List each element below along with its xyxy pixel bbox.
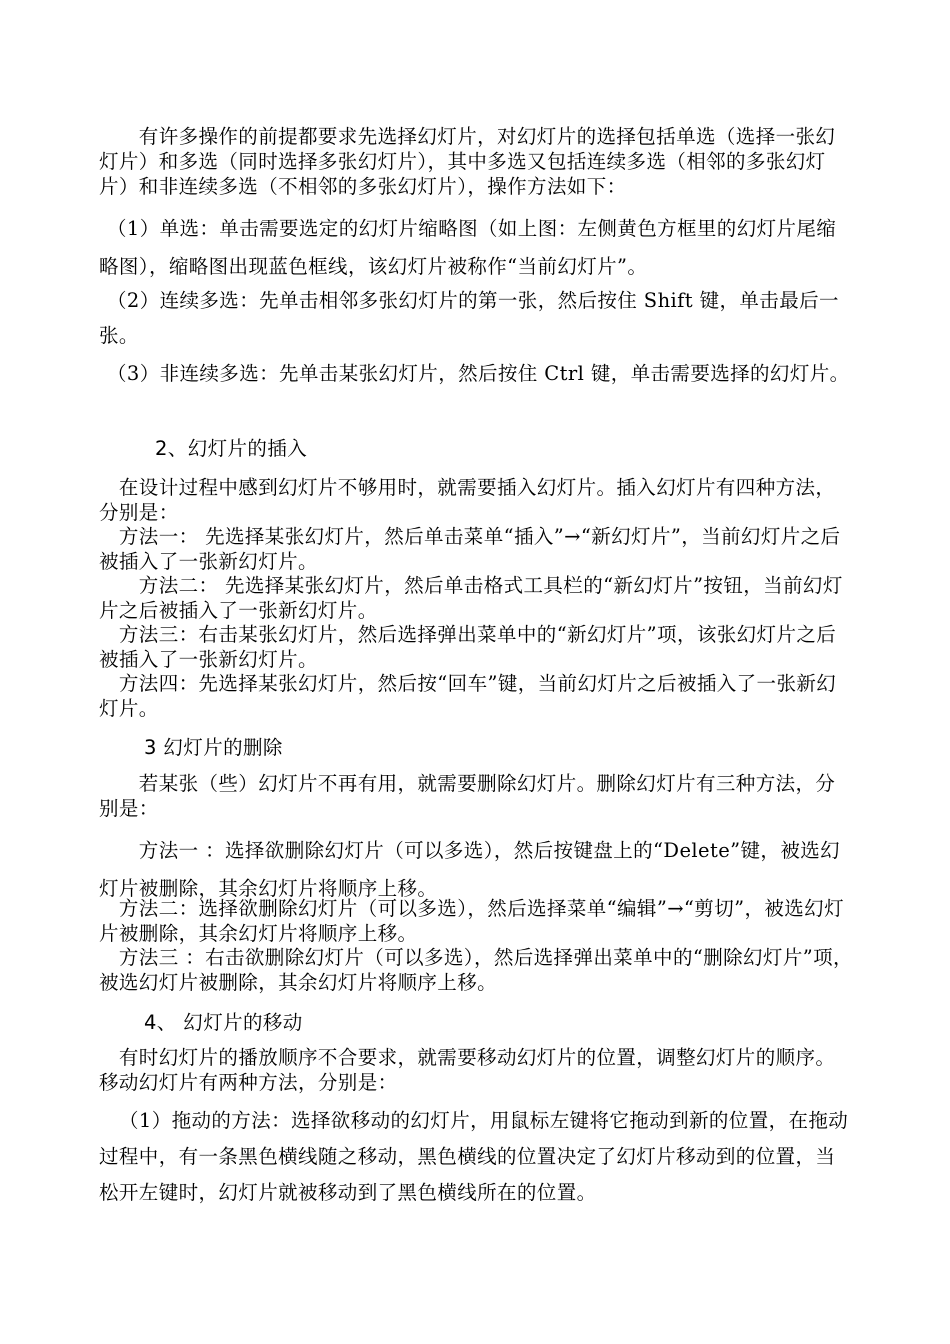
section-heading-delete: 3 幻灯片的删除: [144, 736, 283, 759]
move-drag-method: （1）拖动的方法：选择欲移动的幻灯片，用鼠标左键将它拖动到新的位置，在拖动过程中，有一条黑色横线随之移动，黑色横线的位置决定了幻灯片移动到的位置，当松开左键时，幻灯片就被移动到了黑色横线所在的位置。: [99, 1109, 849, 1204]
insert-intro-paragraph: 在设计过程中感到幻灯片不够用时，就需要插入幻灯片。插入幻灯片有四种方法，分别是：: [99, 476, 836, 524]
insert-method-2: 方法二： 先选择某张幻灯片，然后单击格式工具栏的“新幻灯片”按钮，当前幻灯片之后被插入了一张新幻灯片。: [99, 574, 843, 622]
section-heading-move: 4、 幻灯片的移动: [144, 1011, 303, 1034]
delete-method-1: 方法一 ：选择欲删除幻灯片（可以多选），然后按键盘上的“Delete”键，被选幻灯片被删除，其余幻灯片将顺序上移。: [99, 839, 841, 900]
insert-method-1: 方法一： 先选择某张幻灯片，然后单击菜单“插入”→“新幻灯片”，当前幻灯片之后被插入了一张新幻灯片。: [99, 525, 841, 573]
single-select-paragraph: （1）单选：单击需要选定的幻灯片缩略图（如上图：左侧黄色方框里的幻灯片尾缩略图），缩略图出现蓝色框线，该幻灯片被称作“当前幻灯片”。: [99, 217, 837, 278]
continuous-select-paragraph: （2）连续多选：先单击相邻多张幻灯片的第一张，然后按住 Shift 键，单击最后一张。: [99, 289, 839, 347]
noncontinuous-select-paragraph: （3）非连续多选：先单击某张幻灯片，然后按住 Ctrl 键，单击需要选择的幻灯片。: [107, 362, 850, 385]
intro-paragraph: 有许多操作的前提都要求先选择幻灯片，对幻灯片的选择包括单选（选择一张幻灯片）和多选（同时选择多张幻灯片），其中多选又包括连续多选（相邻的多张幻灯片）和非连续多选（不相邻的多张幻灯片），操作方法如下：: [99, 125, 836, 198]
delete-method-2: 方法二：选择欲删除幻灯片（可以多选），然后选择菜单“编辑”→“剪切”，被选幻灯片被删除，其余幻灯片将顺序上移。: [99, 897, 844, 945]
delete-intro-paragraph: 若某张（些）幻灯片不再有用，就需要删除幻灯片。删除幻灯片有三种方法，分别是：: [99, 772, 836, 820]
insert-method-3: 方法三：右击某张幻灯片，然后选择弹出菜单中的“新幻灯片”项，该张幻灯片之后被插入了一张新幻灯片。: [99, 623, 837, 671]
move-intro-paragraph: 有时幻灯片的播放顺序不合要求，就需要移动幻灯片的位置，调整幻灯片的顺序。移动幻灯片有两种方法，分别是：: [99, 1046, 836, 1094]
delete-method-3: 方法三 ：右击欲删除幻灯片（可以多选），然后选择弹出菜单中的“删除幻灯片”项，被选幻灯片被删除，其余幻灯片将顺序上移。: [99, 946, 853, 994]
section-heading-insert: 2、幻灯片的插入: [155, 437, 308, 460]
insert-method-4: 方法四：先选择某张幻灯片，然后按“回车”键，当前幻灯片之后被插入了一张新幻灯片。: [99, 672, 837, 720]
